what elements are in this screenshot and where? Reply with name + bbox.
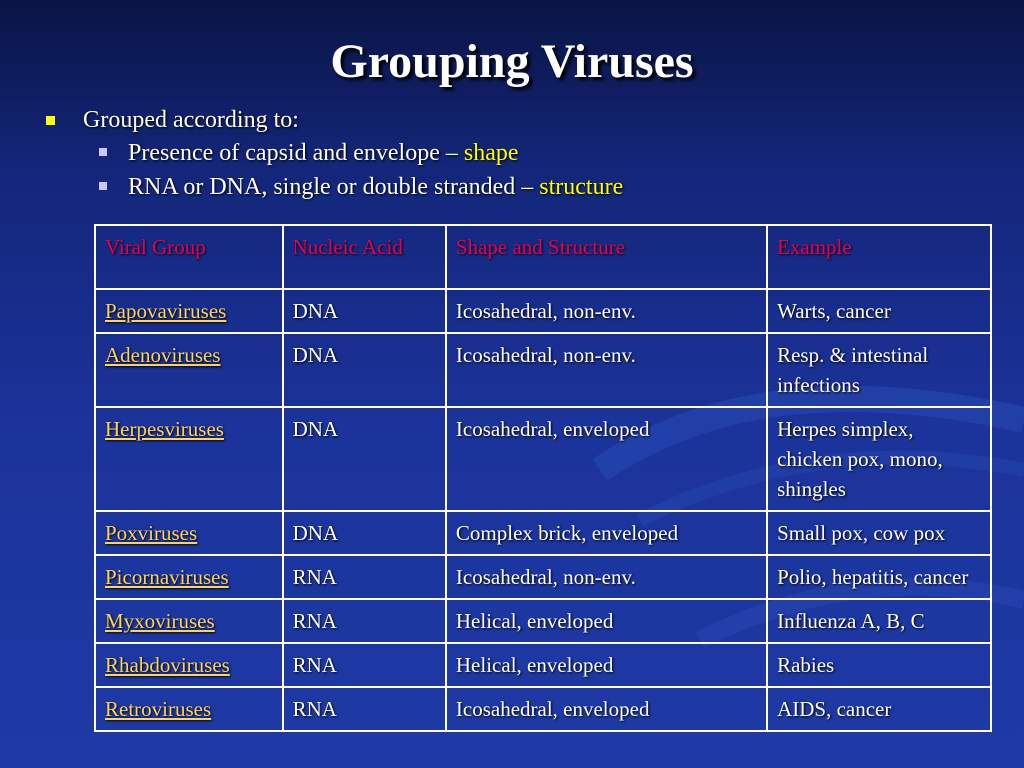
cell-nucleic-acid: RNA	[283, 599, 446, 643]
cell-viral-group	[95, 407, 283, 511]
virus-link[interactable]: Picornaviruses	[105, 565, 229, 589]
virus-link[interactable]: Retroviruses	[105, 697, 212, 721]
table-row	[95, 555, 991, 599]
cell-nucleic-acid: RNA	[283, 687, 446, 731]
cell-viral-group	[95, 333, 283, 407]
bullet-sub-text: Presence of capsid and envelope –	[128, 140, 464, 166]
bullet-main	[46, 104, 986, 136]
cell-nucleic-acid: DNA	[283, 407, 446, 511]
cell-viral-group	[95, 643, 283, 687]
cell-example: AIDS, cancer	[767, 687, 991, 731]
bullet-highlight: shape	[463, 140, 519, 166]
bullet-sub-text: RNA or DNA, single or double stranded –	[128, 174, 540, 200]
cell-nucleic-acid: DNA	[283, 333, 446, 407]
square-bullet-icon	[99, 182, 107, 190]
virus-link[interactable]: Myxoviruses	[105, 609, 215, 633]
cell-viral-group	[95, 687, 283, 731]
virus-link[interactable]: Poxviruses	[105, 521, 198, 545]
cell-shape: Icosahedral, enveloped	[446, 687, 767, 731]
table-row	[95, 407, 991, 511]
cell-shape: Icosahedral, non-env.	[446, 333, 767, 407]
cell-example: Warts, cancer	[767, 289, 991, 333]
cell-example: Rabies	[767, 643, 991, 687]
cell-shape: Helical, enveloped	[446, 643, 767, 687]
square-bullet-icon	[46, 116, 55, 125]
cell-example: Polio, hepatitis, cancer	[767, 555, 991, 599]
cell-nucleic-acid: RNA	[283, 555, 446, 599]
table-row	[95, 643, 991, 687]
cell-viral-group	[95, 289, 283, 333]
bullet-main-text: Grouped according to:	[83, 107, 299, 133]
cell-example: Resp. & intestinal infections	[767, 333, 991, 407]
cell-example: Influenza A, B, C	[767, 599, 991, 643]
table-row	[95, 599, 991, 643]
table-row	[95, 511, 991, 555]
slide-title: Grouping Viruses	[330, 35, 694, 88]
cell-nucleic-acid: DNA	[283, 289, 446, 333]
header-nucleic-acid: Nucleic Acid	[283, 225, 446, 289]
bullet-list	[46, 104, 986, 204]
bullet-sub-shape	[46, 136, 986, 170]
cell-nucleic-acid: DNA	[283, 511, 446, 555]
header-shape-structure: Shape and Structure	[446, 225, 767, 289]
header-example: Example	[767, 225, 991, 289]
cell-viral-group	[95, 599, 283, 643]
cell-viral-group	[95, 555, 283, 599]
cell-nucleic-acid: RNA	[283, 643, 446, 687]
cell-shape: Complex brick, enveloped	[446, 511, 767, 555]
cell-shape: Icosahedral, enveloped	[446, 407, 767, 511]
cell-viral-group	[95, 511, 283, 555]
virus-link[interactable]: Herpesviruses	[105, 417, 224, 441]
virus-link[interactable]: Papovaviruses	[105, 299, 227, 323]
cell-example: Herpes simplex, chicken pox, mono, shingles	[767, 407, 991, 511]
bullet-sub-structure	[46, 170, 986, 204]
cell-shape: Helical, enveloped	[446, 599, 767, 643]
table-row	[95, 333, 991, 407]
square-bullet-icon	[99, 148, 107, 156]
cell-shape: Icosahedral, non-env.	[446, 555, 767, 599]
virus-link[interactable]: Rhabdoviruses	[105, 653, 230, 677]
virus-table	[94, 224, 992, 732]
cell-example: Small pox, cow pox	[767, 511, 991, 555]
table-row	[95, 687, 991, 731]
table-row	[95, 289, 991, 333]
table-header-row	[95, 225, 991, 289]
header-viral-group: Viral Group	[95, 225, 283, 289]
virus-link[interactable]: Adenoviruses	[105, 343, 221, 367]
cell-shape: Icosahedral, non-env.	[446, 289, 767, 333]
bullet-highlight: structure	[539, 174, 624, 200]
